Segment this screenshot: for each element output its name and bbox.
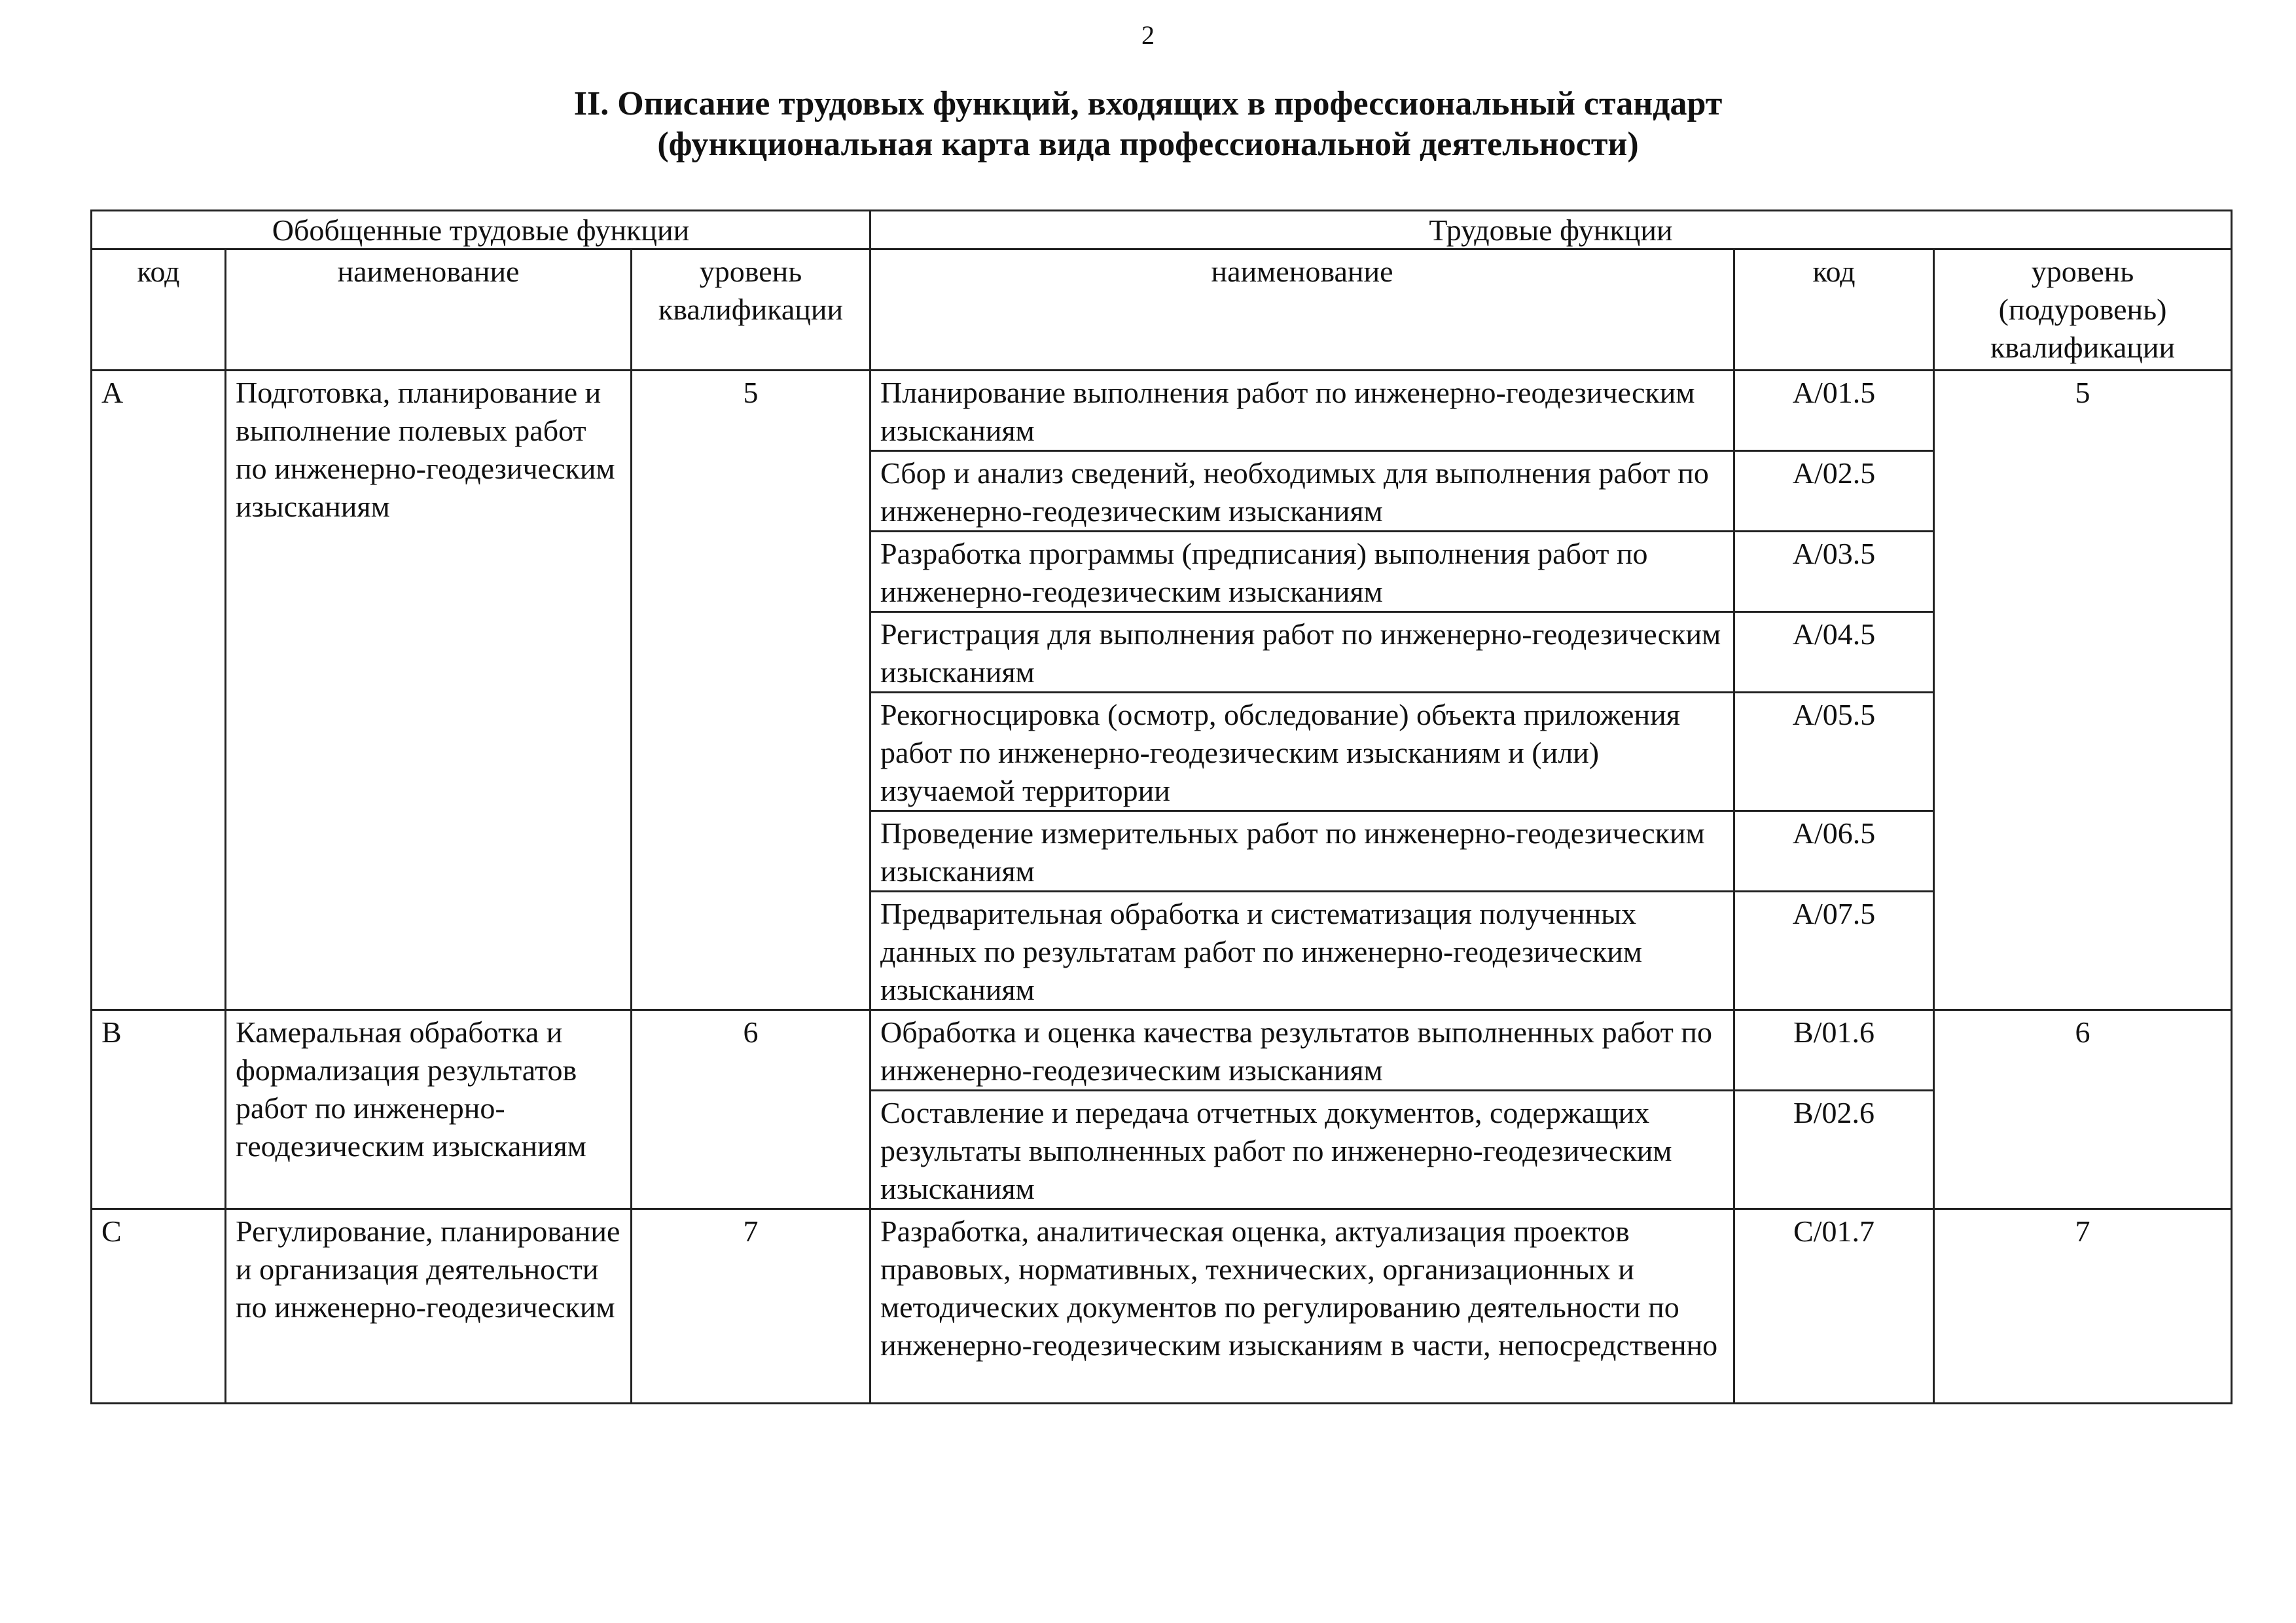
labor-function-name: Сбор и анализ сведений, необходимых для выполнения работ по инженерно-геодезическим изысканиям — [870, 451, 1734, 532]
labor-function-code: C/01.7 — [1734, 1209, 1934, 1404]
labor-function-name: Рекогносцировка (осмотр, обследование) объекта приложения работ по инженерно-геодезическим изысканиям и (или) изучаемой территории — [870, 693, 1734, 811]
group-header-row — [92, 211, 2232, 249]
code-column-header: код — [92, 249, 226, 371]
labor-function-name: Проведение измерительных работ по инженерно-геодезическим изысканиям — [870, 811, 1734, 892]
group-b-name: Камеральная обработка и формализация результатов работ по инженерно-геодезическим изысканиям — [226, 1010, 632, 1209]
labor-function-name: Планирование выполнения работ по инженерно-геодезическим изысканиям — [870, 371, 1734, 451]
labor-function-code: A/05.5 — [1734, 693, 1934, 811]
labor-functions-header: Трудовые функции — [870, 211, 2232, 249]
labor-function-code: A/06.5 — [1734, 811, 1934, 892]
name-column-header: наименование — [226, 249, 632, 371]
group-c-name: Регулирование, планирование и организация деятельности по инженерно-геодезическим — [226, 1209, 632, 1404]
column-header-row — [92, 249, 2232, 371]
table-row — [92, 371, 2232, 451]
labor-function-name: Разработка, аналитическая оценка, актуализация проектов правовых, нормативных, технических, организационных и методических документов по регулированию деятельности по инженерно-геодезическим изысканиям в части, непосредственно — [870, 1209, 1734, 1404]
group-b-code: B — [92, 1010, 226, 1209]
labor-function-code: A/07.5 — [1734, 892, 1934, 1010]
section-title — [0, 84, 2296, 165]
group-a-sublevel: 5 — [1934, 371, 2232, 1010]
labor-function-name: Регистрация для выполнения работ по инженерно-геодезическим изысканиям — [870, 612, 1734, 693]
group-b-level: 6 — [632, 1010, 870, 1209]
generalized-functions-header: Обобщенные трудовые функции — [92, 211, 870, 249]
group-b-sublevel: 6 — [1934, 1010, 2232, 1209]
group-a-code: A — [92, 371, 226, 1010]
functional-map-table — [90, 210, 2233, 1404]
section-title-line-1: II. Описание трудовых функций, входящих в профессиональный стандарт — [573, 85, 1723, 122]
tf-level-column-header: уровень (подуровень) квалификации — [1934, 249, 2232, 371]
labor-function-name: Разработка программы (предписания) выполнения работ по инженерно-геодезическим изысканиям — [870, 532, 1734, 612]
group-c-level: 7 — [632, 1209, 870, 1404]
page-number: 2 — [1141, 20, 1155, 50]
labor-function-name: Обработка и оценка качества результатов выполненных работ по инженерно-геодезическим изысканиям — [870, 1010, 1734, 1091]
group-a-name: Подготовка, планирование и выполнение полевых работ по инженерно-геодезическим изысканиям — [226, 371, 632, 1010]
labor-function-code: A/03.5 — [1734, 532, 1934, 612]
labor-function-code: A/02.5 — [1734, 451, 1934, 532]
labor-function-code: B/01.6 — [1734, 1010, 1934, 1091]
level-column-header: уровень квалификации — [632, 249, 870, 371]
group-c-sublevel: 7 — [1934, 1209, 2232, 1404]
tf-code-column-header: код — [1734, 249, 1934, 371]
group-c-code: C — [92, 1209, 226, 1404]
labor-function-code: B/02.6 — [1734, 1091, 1934, 1209]
tf-name-column-header: наименование — [870, 249, 1734, 371]
labor-function-code: A/01.5 — [1734, 371, 1934, 451]
table-row — [92, 1010, 2232, 1091]
group-a-level: 5 — [632, 371, 870, 1010]
table-row — [92, 1209, 2232, 1404]
section-title-line-2: (функциональная карта вида профессиональной деятельности) — [657, 126, 1639, 163]
labor-function-name: Предварительная обработка и систематизация полученных данных по результатам работ по инженерно-геодезическим изысканиям — [870, 892, 1734, 1010]
labor-function-code: A/04.5 — [1734, 612, 1934, 693]
labor-function-name: Составление и передача отчетных документов, содержащих результаты выполненных работ по инженерно-геодезическим изысканиям — [870, 1091, 1734, 1209]
